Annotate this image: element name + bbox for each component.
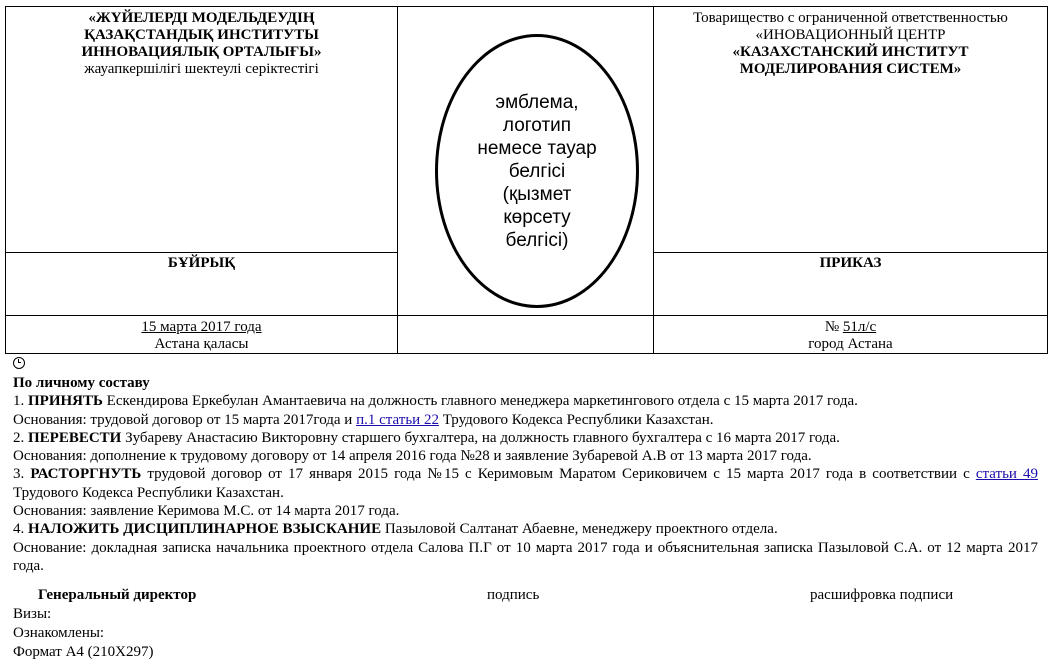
order-number-line xyxy=(653,319,1048,336)
item-text: трудовой договор от 17 января 2015 года №15 с Керимовым Маратом Сериковичем с 15 марта 2017 года в соответствии с xyxy=(141,466,976,483)
emblem-line: белгісі) xyxy=(505,229,569,251)
order-item-4 xyxy=(13,520,1038,538)
item-action: РАСТОРГНУТЬ xyxy=(30,466,142,483)
emblem-placeholder xyxy=(435,34,639,308)
org-kz-name-line: «ЖҮЙЕЛЕРДІ МОДЕЛЬДЕУДІҢ xyxy=(88,10,315,26)
order-item-1-basis xyxy=(13,411,1038,429)
order-date: 15 марта 2017 года xyxy=(141,319,262,335)
signature-title: Генеральный директор xyxy=(38,587,197,603)
org-kz-form: жауапкершілігі шектеулі серіктестігі xyxy=(84,61,319,77)
order-item-4-basis: Основание: докладная записка начальника проектного отдела Салова П.Г от 10 марта 2017 года и объяснительная записка Пазыловой С.А. от 12 марта 2017 года. xyxy=(13,539,1038,574)
format-label: Формат А4 (210Х297) xyxy=(13,644,154,660)
item-action: НАЛОЖИТЬ ДИСЦИПЛИНАРНОЕ ВЗЫСКАНИЕ xyxy=(28,521,382,538)
visas-label: Визы: xyxy=(13,606,52,622)
emblem-line: белгісі xyxy=(508,160,566,182)
doc-type-kz: БҰЙРЫҚ xyxy=(167,255,236,271)
history-clock-icon[interactable] xyxy=(13,357,25,369)
org-ru-line: «ИНОВАЦИОННЫЙ ЦЕНТР xyxy=(755,27,946,43)
item-text: Трудового Кодекса Республики Казахстан. xyxy=(13,484,284,501)
header-divider xyxy=(397,7,398,353)
doc-type-ru: ПРИКАЗ xyxy=(819,255,882,271)
emblem-line: эмблема, xyxy=(495,91,579,113)
header-divider xyxy=(6,252,397,253)
org-kz-name-line: ҚАЗАҚСТАНДЫҚ ИНСТИТУТЫ xyxy=(84,27,319,43)
signature-placeholder: подпись xyxy=(487,587,540,603)
org-ru-form: Товарищество с ограниченной ответственностью xyxy=(693,10,1008,26)
emblem-line: көрсету xyxy=(503,206,571,228)
document-footer xyxy=(13,605,154,662)
item-number: 1. xyxy=(13,393,28,410)
order-item-1 xyxy=(13,392,1038,410)
order-item-2-basis: Основания: дополнение к трудовому договору от 14 апреля 2016 года №28 и заявление Зубаревой А.В от 13 марта 2017 года. xyxy=(13,448,812,465)
header-divider xyxy=(6,315,1048,316)
item-number: 4. xyxy=(13,521,28,538)
law-article-link[interactable]: статьи 49 xyxy=(975,466,1039,483)
item-text: Зубареву Анастасию Викторовну старшего бухгалтера, на должность главного бухгалтера с 16 марта 2017 года. xyxy=(121,429,840,446)
acquainted-label: Ознакомлены: xyxy=(13,625,105,641)
header-divider xyxy=(653,252,1048,253)
emblem-line: немесе тауар xyxy=(477,137,597,159)
date-city-kz xyxy=(6,319,397,353)
number-city-ru xyxy=(653,319,1048,353)
basis-text: Трудового Кодекса Республики Казахстан. xyxy=(438,411,714,428)
org-kz-name-line: ИННОВАЦИЯЛЫҚ ОРТАЛЫҒЫ» xyxy=(81,44,322,60)
order-item-3 xyxy=(13,465,1038,502)
item-text: Ескендирова Еркебулан Амантаевича на должность главного менеджера маркетингового отдела с 15 марта 2017 года. xyxy=(102,393,858,410)
item-text: Пазыловой Салтанат Абаевне, менеджеру проектного отдела. xyxy=(381,521,778,538)
city-ru: город Астана xyxy=(808,336,893,352)
item-number: 2. xyxy=(13,429,28,446)
emblem-line: (қызмет xyxy=(502,183,572,205)
order-body xyxy=(13,356,1038,575)
city-kz: Астана қаласы xyxy=(154,336,249,352)
signature-decode: расшифровка подписи xyxy=(810,587,954,603)
item-action: ПРИНЯТЬ xyxy=(28,393,103,410)
org-ru-block xyxy=(653,10,1048,78)
number-prefix: № xyxy=(824,319,843,335)
section-title: По личному составу xyxy=(13,375,150,391)
law-article-link[interactable]: п.1 статьи 22 xyxy=(356,411,439,428)
basis-text: Основания: трудовой договор от 15 марта 2017года и xyxy=(13,411,357,428)
emblem-text xyxy=(462,91,612,252)
order-item-2 xyxy=(13,429,1038,447)
emblem-line: логотип xyxy=(502,114,572,136)
order-number: 51л/с xyxy=(842,319,877,335)
org-kz-block xyxy=(6,10,397,78)
org-ru-name-line: МОДЕЛИРОВАНИЯ СИСТЕМ» xyxy=(739,61,962,77)
item-action: ПЕРЕВЕСТИ xyxy=(28,429,122,446)
org-ru-name-line: «КАЗАХСТАНСКИЙ ИНСТИТУТ xyxy=(732,44,969,60)
item-number: 3. xyxy=(13,466,31,483)
order-item-3-basis: Основания: заявление Керимова М.С. от 14 марта 2017 года. xyxy=(13,503,400,520)
